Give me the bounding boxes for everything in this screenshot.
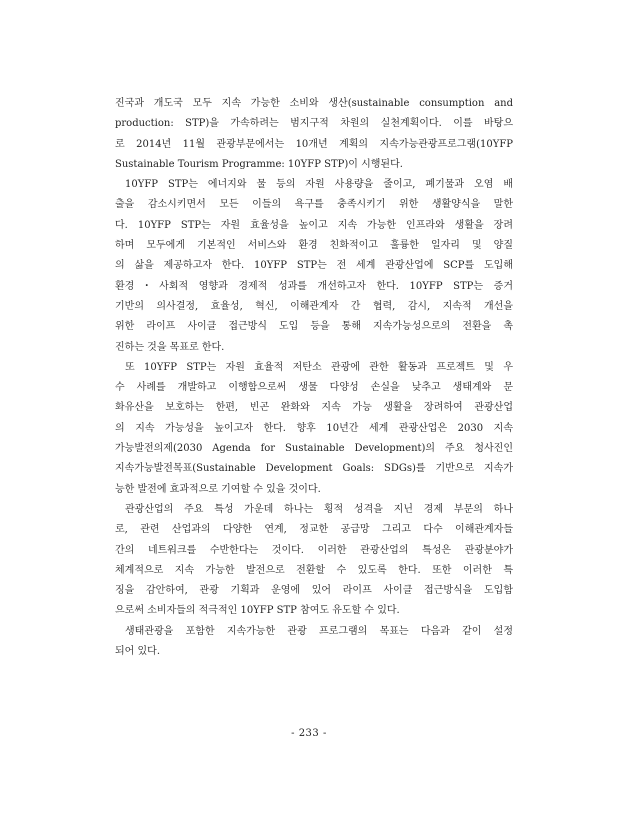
text-line: 의 삶을 제공하고자 한다. 10YFP STP는 전 세계 관광산업에 SCP를 도입해 bbox=[115, 260, 513, 272]
text-line: 기반의 의사결정, 효율성, 혁신, 이해관계자 간 협력, 감시, 지속적 개선을 bbox=[115, 300, 513, 312]
text-line: 간의 네트워크를 수반한다는 것이다. 이러한 관광산업의 특성은 관광분야가 bbox=[115, 544, 513, 556]
text-line: 지속가능발전목표(Sustainable Development Goals: SDGs)를 기반으로 지속가 bbox=[115, 463, 513, 475]
text-line: production: STP)을 가속하려는 범지구적 차원의 실천계획이다. 이를 바탕으 bbox=[115, 118, 513, 130]
text-line: 되어 있다. bbox=[115, 646, 160, 658]
text-line: Sustainable Tourism Programme: 10YFP STP)이 시행된다. bbox=[115, 158, 403, 170]
paragraph-2 bbox=[115, 175, 513, 358]
text-line: 로, 관련 산업과의 다양한 연계, 정교한 공급망 그리고 다수 이해관계자들 bbox=[115, 524, 513, 536]
text-line: 으로써 소비자들의 적극적인 10YFP STP 참여도 유도할 수 있다. bbox=[115, 605, 400, 617]
text-line: 가능발전의제(2030 Agenda for Sustainable Development)의 주요 청사진인 bbox=[115, 443, 513, 455]
text-line: 하며 모두에게 기본적인 서비스와 환경 친화적이고 훌륭한 일자리 및 양질 bbox=[115, 240, 513, 252]
text-line: 환경・사회적 영향과 경제적 성과를 개선하고자 한다. 10YFP STP는 증거 bbox=[115, 280, 513, 292]
text-line: 진국과 개도국 모두 지속 가능한 소비와 생산(sustainable consumption and bbox=[115, 98, 513, 109]
paragraph-3 bbox=[115, 358, 513, 500]
paragraph-4 bbox=[115, 500, 513, 622]
text-line: 출을 감소시키면서 모든 이들의 욕구를 충족시키기 위한 생활양식을 말한 bbox=[115, 199, 513, 211]
paragraph-5 bbox=[115, 622, 513, 663]
text-line: 진하는 것을 목표로 한다. bbox=[115, 341, 225, 353]
text-line: 징을 감안하여, 관광 기획과 운영에 있어 라이프 사이클 접근방식을 도입함 bbox=[115, 585, 513, 597]
text-line: 의 지속 가능성을 높이고자 한다. 향후 10년간 세계 관광산업은 2030 지속 bbox=[115, 422, 513, 434]
text-line: 화유산을 보호하는 한편, 빈곤 완화와 지속 가능 생활을 장려하여 관광산업 bbox=[115, 402, 513, 414]
text-line: 생태관광을 포함한 지속가능한 관광 프로그램의 목표는 다음과 같이 설정 bbox=[125, 625, 513, 637]
text-line: 10YFP STP는 에너지와 물 등의 자원 사용량을 줄이고, 폐기물과 오염 배 bbox=[125, 179, 513, 191]
text-line: 로 2014년 11월 관광부문에서는 10개년 계획의 지속가능관광프로그램(10YFP bbox=[115, 138, 513, 150]
text-line: 위한 라이프 사이클 접근방식 도입 등을 통해 지속가능성으로의 전환을 촉 bbox=[115, 321, 513, 333]
text-line: 다. 10YFP STP는 자원 효율성을 높이고 지속 가능한 인프라와 생활을 장려 bbox=[115, 219, 513, 231]
text-line: 또 10YFP STP는 자원 효율적 저탄소 관광에 관한 활동과 프로젝트 및 우 bbox=[125, 361, 513, 373]
text-line: 수 사례를 개발하고 이행함으로써 생물 다양성 손실을 낮추고 생태계와 문 bbox=[115, 382, 513, 394]
body-text bbox=[115, 94, 513, 662]
paragraph-1 bbox=[115, 94, 513, 175]
text-line: 능한 발전에 효과적으로 기여할 수 있을 것이다. bbox=[115, 483, 321, 495]
text-line: 체계적으로 지속 가능한 발전으로 전환할 수 있도록 한다. 또한 이러한 특 bbox=[115, 564, 513, 576]
page-number: - 233 - bbox=[291, 728, 327, 739]
text-line: 관광산업의 주요 특성 가운데 하나는 횡적 성격을 지닌 경제 부문의 하나 bbox=[125, 503, 513, 515]
